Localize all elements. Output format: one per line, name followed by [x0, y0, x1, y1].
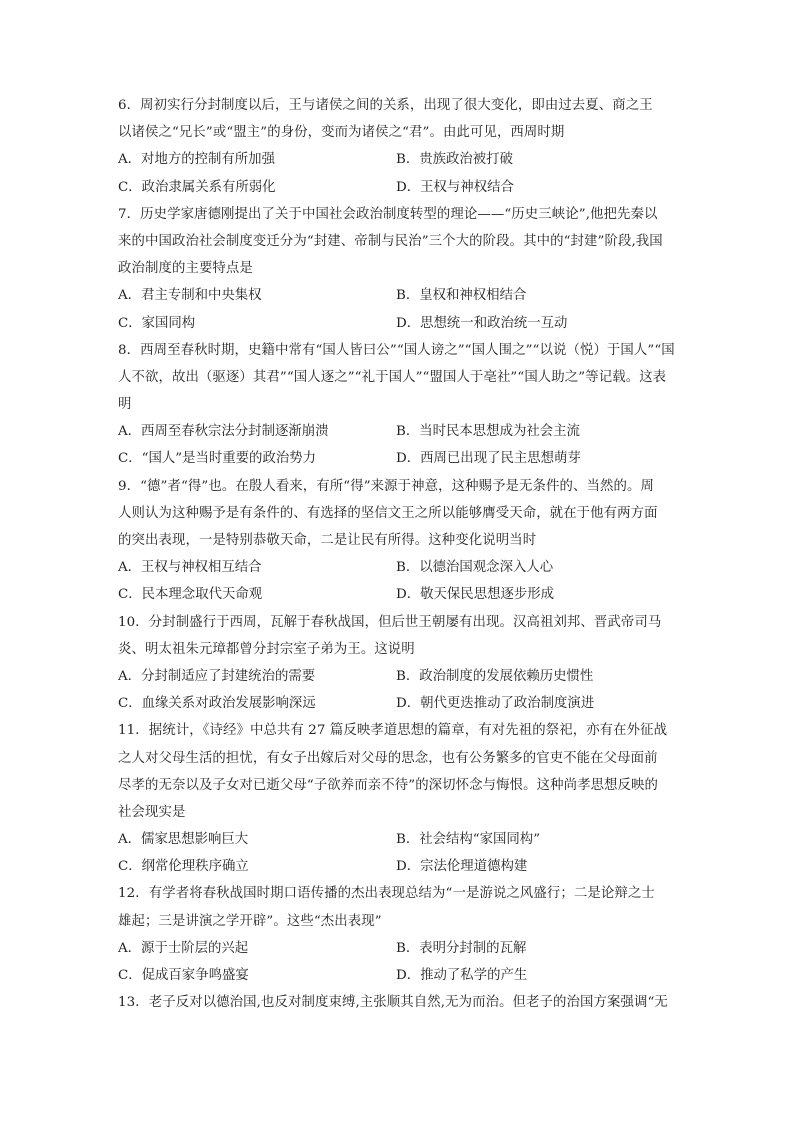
question-12	[118, 880, 680, 989]
option-c: C．政治隶属关系有所弱化	[118, 179, 276, 195]
question-13	[118, 989, 680, 1016]
option-c: C．民本理念取代天命观	[118, 587, 263, 603]
option-b: B．表明分封制的瓦解	[396, 940, 527, 956]
option-d: D．王权与神权结合	[396, 179, 514, 195]
option-c: C．“国人”是当时重要的政治势力	[118, 451, 317, 467]
option-group	[118, 418, 680, 472]
option-d: D．推动了私学的产生	[396, 968, 528, 983]
question-text-line: 炎、明太祖朱元璋都曾分封宗室子弟为王。这说明	[118, 641, 415, 657]
question-11	[118, 717, 680, 880]
option-d: D．宗法伦理道德构建	[396, 859, 528, 875]
question-text-line: 6．周初实行分封制度以后，王与诸侯之间的关系，出现了很大变化，即由过去夏、商之王	[118, 98, 653, 113]
option-group	[118, 554, 680, 608]
question-text-line: 社会现实是	[118, 804, 186, 820]
question-text-line: 人不欲，故出（驱逐）其君”“国人逐之”“礼于国人”“盟国人于亳社”“国人助之”等记载。这表	[118, 369, 667, 385]
option-a: A．分封制适应了封建统治的需要	[118, 668, 316, 684]
option-group	[118, 826, 680, 880]
question-text-line: 以诸侯之“兄长”或“盟主”的身份，变而为诸侯之“君”。由此可见，西周时期	[118, 125, 565, 141]
option-group	[118, 282, 680, 336]
option-d: D．朝代更迭推动了政治制度演进	[396, 696, 595, 712]
option-group	[118, 146, 680, 200]
question-text-line: 12．有学者将春秋战国时期口语传播的杰出表现总结为“一是游说之风盛行；二是论辩之士	[118, 886, 655, 902]
option-c: C．血缘关系对政治发展影响深远	[118, 696, 316, 712]
question-text-line: 7．历史学家唐德刚提出了关于中国社会政治制度转型的理论——“历史三峡论”,他把先秦以	[118, 206, 658, 222]
option-c: C．纲常伦理秩序确立	[118, 859, 249, 875]
option-b: B．当时民本思想成为社会主流	[396, 424, 580, 440]
option-b: B．贵族政治被打破	[396, 152, 513, 168]
option-a: A．对地方的控制有所加强	[118, 152, 275, 168]
option-group	[118, 935, 680, 989]
question-10	[118, 609, 680, 718]
option-b: B．以德治国观念深入人心	[396, 560, 554, 576]
question-text-line: 的突出表现，一是特别恭敬天命，二是让民有所得。这种变化说明当时	[118, 533, 537, 548]
question-text-line: 8．西周至春秋时期，史籍中常有“国人皆曰公”“国人谤之”“国人围之”“以说（悦）于国人”“国	[118, 342, 675, 358]
question-8	[118, 337, 680, 473]
question-text-line: 之人对父母生活的担忧，有女子出嫁后对父母的思念，也有公务繁多的官吏不能在父母面前	[118, 750, 658, 766]
option-group	[118, 663, 680, 717]
question-9	[118, 473, 680, 609]
question-text-line: 尽孝的无奈以及子女对已逝父母“子欲养而亲不待”的深切怀念与悔恨。这种尚孝思想反映的	[118, 777, 659, 793]
question-list	[118, 92, 680, 1016]
option-d: D．敬天保民思想逐步形成	[396, 587, 555, 603]
option-a: A．王权与神权相互结合	[118, 560, 262, 576]
question-text-line: 明	[118, 397, 132, 413]
option-d: D．西周已出现了民主思想萌芽	[396, 451, 581, 467]
question-text-line: 13．老子反对以德治国,也反对制度束缚,主张顺其自然,无为而治。但老子的治国方案强调“无	[118, 995, 668, 1011]
option-d: D．思想统一和政治统一互动	[396, 315, 568, 331]
question-text-line: 政治制度的主要特点是	[118, 261, 253, 277]
question-text-line: 11．据统计，《诗经》中总共有 27 篇反映孝道思想的篇章，有对先祖的祭祀，亦有在外征战	[118, 723, 668, 739]
question-text-line: 9．“德”者“得”也。在殷人看来，有所“得”来源于神意，这种赐予是无条件的、当然的。周	[118, 478, 654, 494]
question-text-line: 10．分封制盛行于西周，瓦解于春秋战国，但后世王朝屡有出现。汉高祖刘邦、晋武帝司马	[118, 614, 662, 630]
question-text-line: 人则认为这种赐予是有条件的、有选择的坚信文王之所以能够膺受天命，就在于他有两方面	[118, 505, 658, 521]
question-text-line: 雄起；三是讲演之学开辟”。这些“杰出表现”	[118, 913, 382, 929]
question-7	[118, 201, 680, 337]
question-text-line: 来的中国政治社会制度变迁分为“封建、帝制与民治”三个大的阶段。其中的“封建”阶段,我国	[118, 233, 663, 249]
question-6	[118, 92, 680, 201]
option-a: A．儒家思想影响巨大	[118, 832, 249, 848]
option-c: C．促成百家争鸣盛宴	[118, 968, 249, 983]
option-b: B．社会结构“家国同构”	[396, 832, 541, 848]
option-a: A．君主专制和中央集权	[118, 288, 262, 304]
option-a: A．西周至春秋宗法分封制逐渐崩溃	[118, 424, 329, 440]
option-b: B．政治制度的发展依赖历史惯性	[396, 668, 594, 684]
option-c: C．家国同构	[118, 315, 196, 331]
option-b: B．皇权和神权相结合	[396, 288, 527, 304]
option-a: A．源于士阶层的兴起	[118, 940, 249, 956]
